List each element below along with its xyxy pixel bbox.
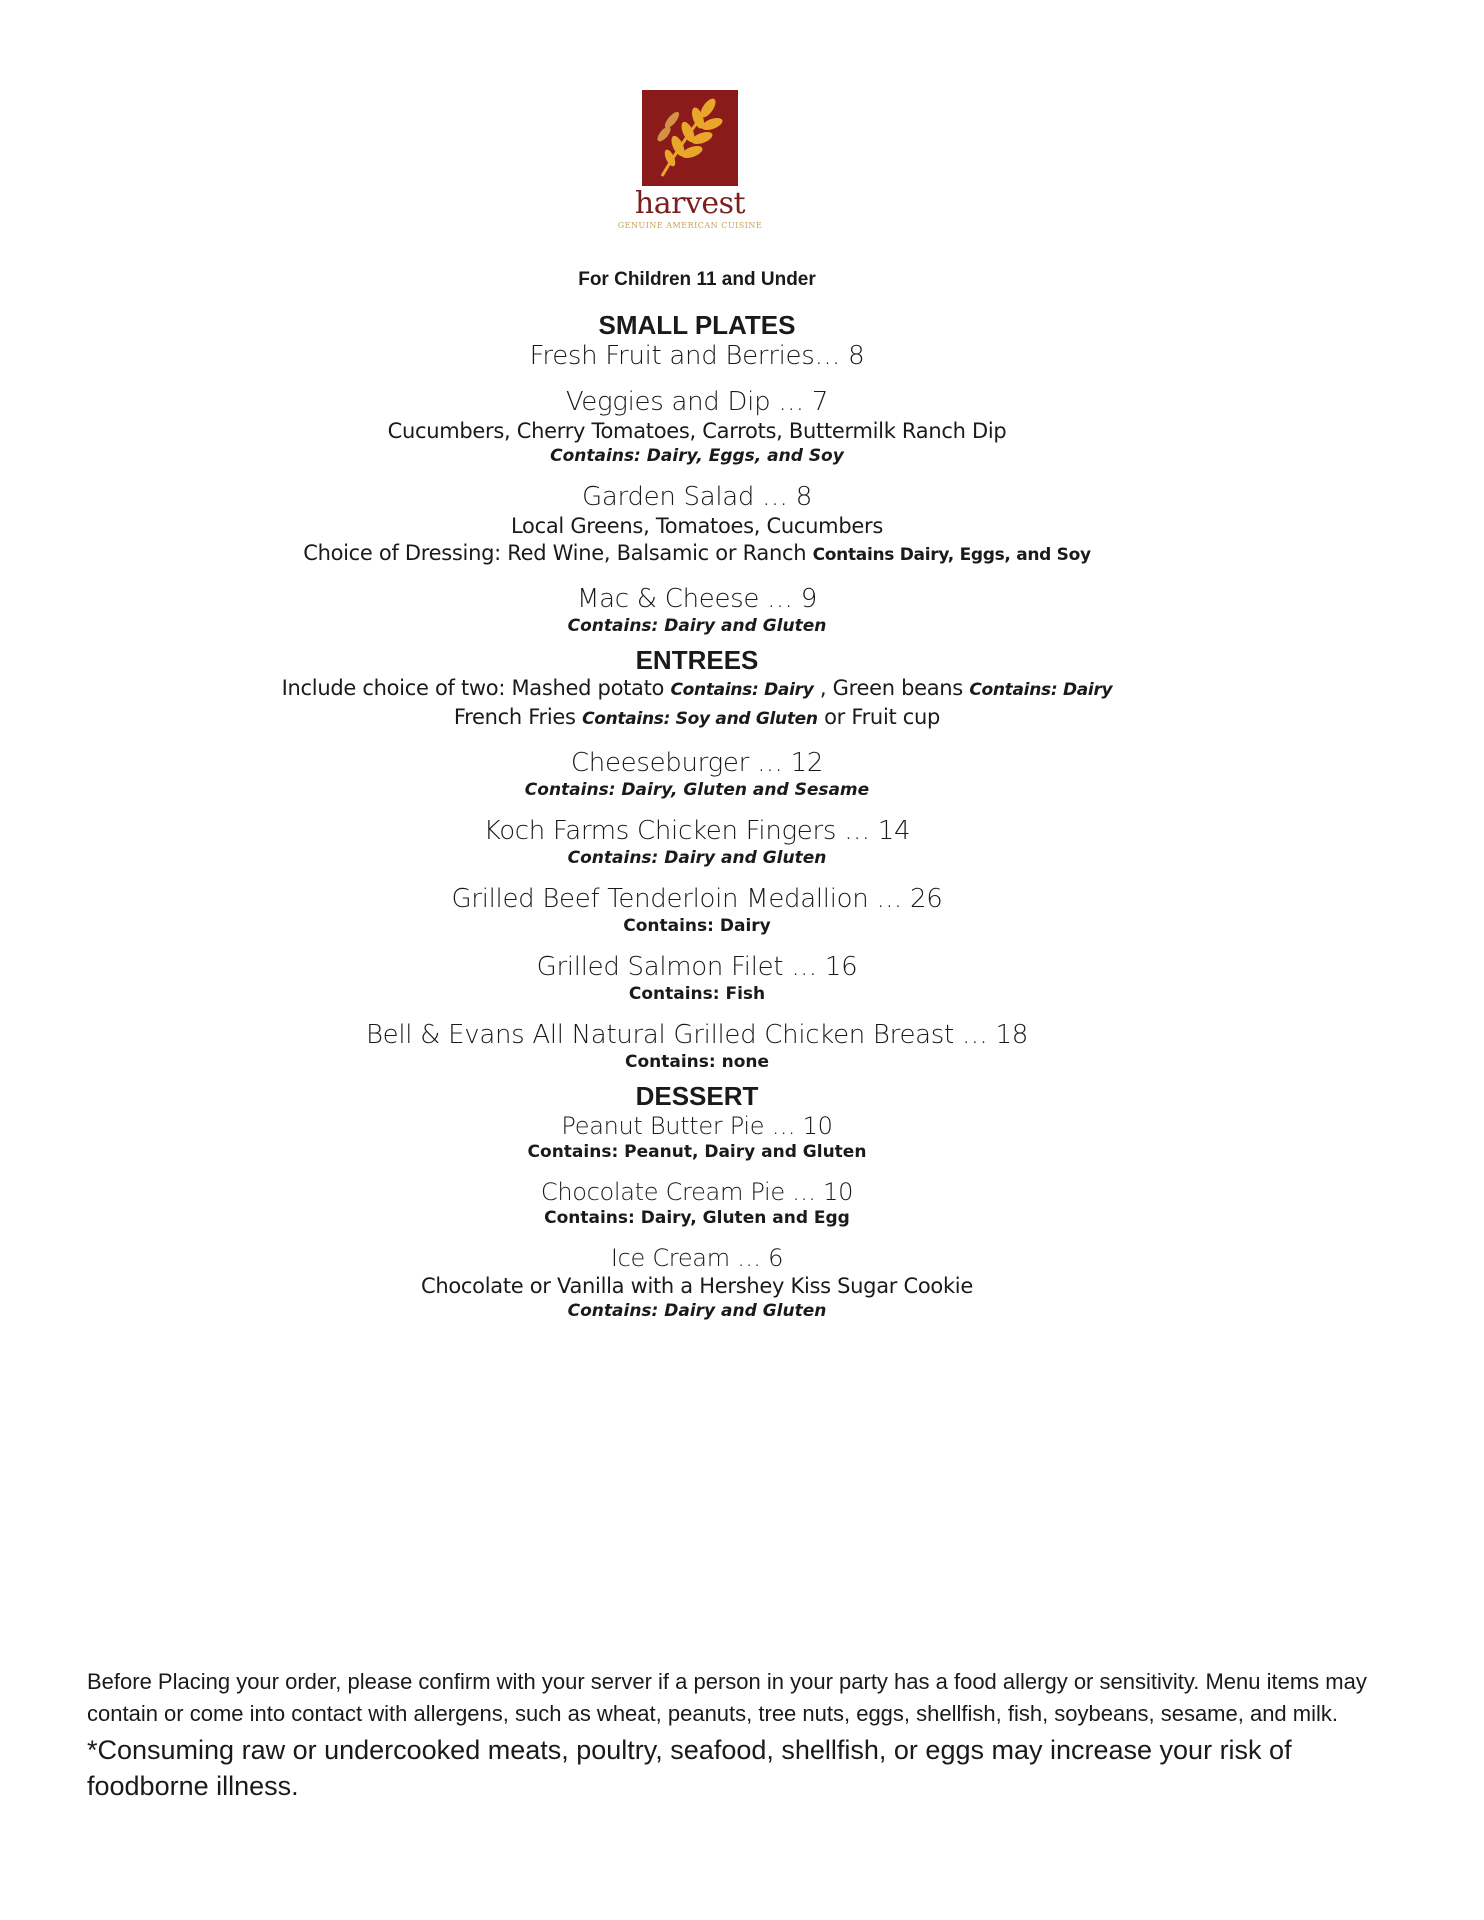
item-name: Garden Salad … 8: [582, 482, 812, 512]
menu-item: [0, 815, 1394, 869]
menu-item: [0, 951, 1394, 1005]
item-name: Mac & Cheese … 9: [577, 584, 817, 614]
menu-item: [0, 1019, 1394, 1073]
allergen-note: Contains: Dairy and Gluten: [567, 616, 827, 636]
allergen-note: Contains: Peanut, Dairy and Gluten: [527, 1142, 867, 1162]
allergen-note: Contains: Soy and Gluten: [582, 709, 818, 729]
menu-item: [0, 481, 1394, 569]
allergen-note: Contains: Dairy and Gluten: [567, 1301, 827, 1321]
menu-item: [0, 583, 1394, 637]
menu-item: [0, 1111, 1394, 1163]
item-name: Grilled Salmon Filet … 16: [536, 952, 858, 982]
raw-food-warning: *Consuming raw or undercooked meats, poultry, seafood, shellfish, or eggs may increase your risk of foodborne illness.: [87, 1735, 1292, 1801]
allergen-note: Contains: Dairy: [969, 680, 1113, 700]
item-name: Koch Farms Chicken Fingers … 14: [483, 816, 911, 846]
dressing-choice: [0, 540, 1394, 569]
item-name: Ice Cream … 6: [610, 1244, 784, 1272]
item-name: Bell & Evans All Natural Grilled Chicken Breast … 18: [365, 1020, 1029, 1050]
item-description: Chocolate or Vanilla with a Hershey Kiss Sugar Cookie: [421, 1274, 973, 1298]
menu-item: [0, 1177, 1394, 1229]
section-title-entrees: ENTREES: [635, 645, 759, 675]
allergen-note: Contains: Dairy and Gluten: [567, 848, 827, 868]
item-description: Cucumbers, Cherry Tomatoes, Carrots, Buttermilk Ranch Dip: [387, 419, 1007, 443]
entree-sides-note: [0, 675, 1394, 733]
allergen-note: Contains: Dairy, Eggs, and Soy: [550, 446, 844, 466]
menu-body: [0, 268, 1394, 1336]
menu-item: [0, 883, 1394, 937]
allergen-note: Contains: Fish: [628, 984, 766, 1004]
item-description: Local Greens, Tomatoes, Cucumbers: [511, 514, 883, 538]
sides-text: , Green beans: [813, 676, 970, 700]
sides-text: or Fruit cup: [817, 705, 941, 729]
menu-item: [0, 1243, 1394, 1322]
wheat-logo-icon: [642, 90, 738, 186]
menu-subtitle: For Children 11 and Under: [578, 269, 816, 290]
allergy-notice: Before Placing your order, please confirm with your server if a person in your party has a food allergy or sensitivity. Menu items may contain or come into contact with allergens, such as wheat, peanuts, tree nuts, eggs, shellfish, fish, soybeans, sesame, and milk.: [87, 1669, 1367, 1726]
allergen-note: Contains: Dairy: [623, 916, 771, 936]
sides-text: Include choice of two: Mashed potato: [281, 676, 671, 700]
menu-item: [0, 747, 1394, 801]
logo-wordmark: harvest: [634, 186, 746, 221]
allergen-note: Contains: Dairy, Gluten and Egg: [544, 1208, 850, 1228]
menu-item: [0, 386, 1394, 467]
item-name: Peanut Butter Pie … 10: [561, 1112, 833, 1140]
logo-tagline: GENUINE AMERICAN CUISINE: [617, 221, 763, 230]
menu-item: [0, 340, 1394, 372]
allergy-disclaimer: [87, 1666, 1417, 1804]
item-name: Fresh Fruit and Berries… 8: [529, 341, 865, 371]
item-name: Veggies and Dip … 7: [565, 387, 829, 417]
section-title-dessert: DESSERT: [635, 1081, 759, 1111]
item-name: Cheeseburger … 12: [570, 748, 824, 778]
sides-text: French Fries: [453, 705, 583, 729]
harvest-logo: [600, 90, 780, 232]
section-title-small-plates: SMALL PLATES: [598, 310, 796, 340]
allergen-note: Contains: Dairy, Gluten and Sesame: [524, 780, 870, 800]
allergen-note: Contains Dairy, Eggs, and Soy: [812, 545, 1091, 565]
item-name: Grilled Beef Tenderloin Medallion … 26: [451, 884, 943, 914]
allergen-note: Contains: none: [624, 1052, 770, 1072]
item-name: Chocolate Cream Pie … 10: [540, 1178, 854, 1206]
allergen-note: Contains: Dairy: [670, 680, 814, 700]
dressing-options: Choice of Dressing: Red Wine, Balsamic or Ranch: [303, 541, 813, 565]
